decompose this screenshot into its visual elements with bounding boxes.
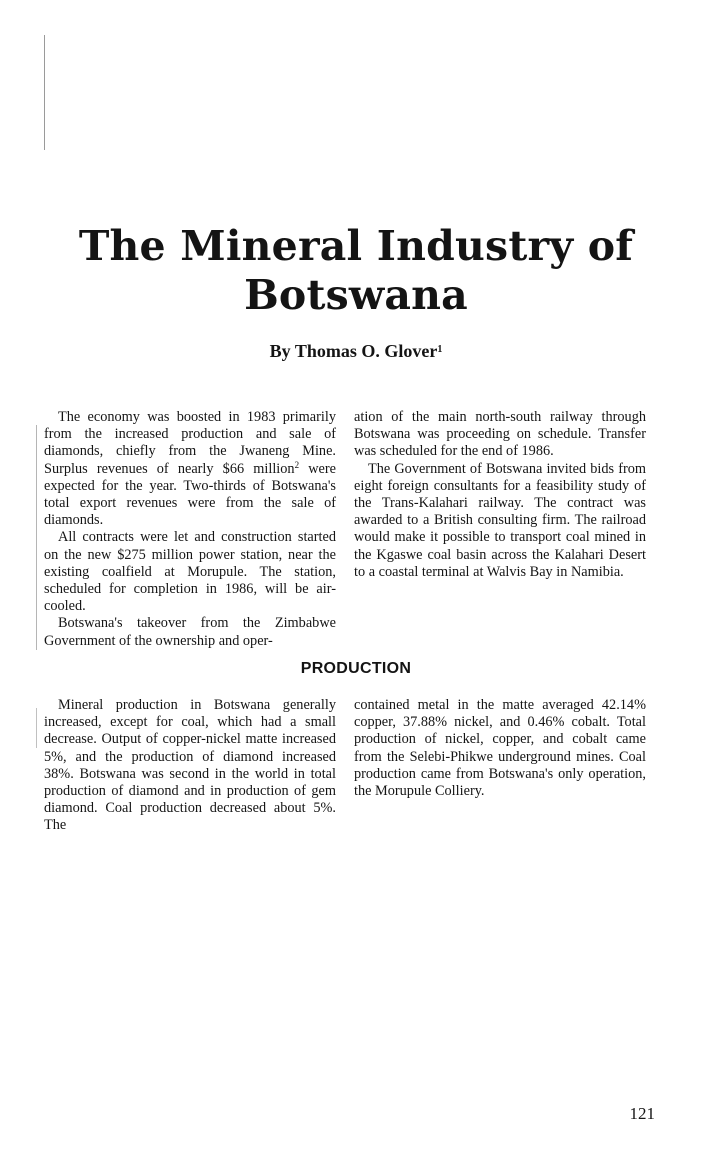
production-paragraph-1-continued: contained metal in the matte averaged 42.14% copper, 37.88% nickel, and 0.46% cobalt. Total production of nickel, copper, and cobalt came from the Selebi-Phikwe underground mines. Coal production came from Botswana's only operation, the Morupule Colliery.	[354, 697, 646, 800]
intro-p1-text-a: The economy was boosted in 1983 primarily from the increased production and sale of diamonds, chiefly from the Jwaneng Mine. Surplus revenues of nearly $66 million	[44, 409, 336, 477]
intro-right-column	[354, 409, 646, 581]
intro-paragraph-2: All contracts were let and construction started on the new $275 million power station, near the existing coalfield at Morupule. The station, scheduled for completion in 1986, will be air-cooled.	[44, 529, 336, 615]
intro-p1-text-b: were expected for the year. Two-thirds of Botswana's total export revenues were from the sale of diamonds.	[44, 460, 336, 529]
intro-paragraph-3-continued: ation of the main north-south railway through Botswana was proceeding on schedule. Transfer was scheduled for the end of 1986.	[354, 409, 646, 460]
intro-paragraph-4: The Government of Botswana invited bids from eight foreign consultants for a feasibility study of the Trans-Kalahari railway. The contract was awarded to a British consulting firm. The railroad would make it possible to transport coal mined in the Kgaswe coal basin across the Kalahari Desert to a coastal terminal at Walvis Bay in Namibia.	[354, 460, 646, 580]
production-left-column	[44, 697, 336, 835]
article-title	[0, 222, 712, 320]
scan-margin-line	[36, 425, 37, 650]
scan-margin-line	[44, 35, 45, 150]
intro-paragraph-3: Botswana's takeover from the Zimbabwe Government of the ownership and oper-	[44, 615, 336, 649]
page-number: 121	[629, 1104, 655, 1123]
footnote-marker-2: 2	[294, 459, 300, 470]
production-paragraph-1: Mineral production in Botswana generally increased, except for coal, which had a small decrease. Output of copper-nickel matte increased 5%, and the production of diamond increased 38%. Botswana was second in the world in total production of diamond and in production of gem diamond. Coal production decreased about 5%. The	[44, 697, 336, 834]
scan-margin-line	[36, 708, 37, 748]
production-right-column	[354, 697, 646, 800]
title-line-2: Botswana	[244, 271, 468, 319]
intro-left-column	[44, 409, 336, 650]
title-line-1: The Mineral Industry of	[78, 222, 634, 270]
intro-paragraph-1	[44, 409, 336, 529]
section-heading-production: PRODUCTION	[300, 660, 412, 677]
byline	[0, 340, 712, 362]
byline-footnote-marker: 1	[437, 344, 443, 355]
author-name: By Thomas O. Glover	[269, 341, 438, 361]
